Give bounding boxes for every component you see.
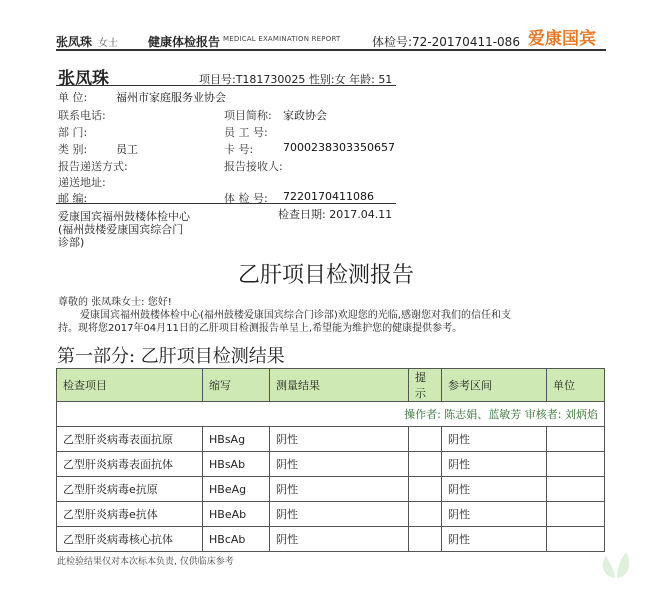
cell-unit [547, 452, 605, 477]
operators-row [57, 402, 605, 427]
value-card-no: 7000238303350657 [283, 141, 395, 154]
col-header-item: 检查项目 [57, 369, 203, 402]
cell-reference: 阴性 [442, 502, 547, 527]
table-row [57, 477, 605, 502]
cell-abbr: HBsAb [203, 452, 270, 477]
table-row [57, 452, 605, 477]
label-project-abbr: 项目简称: [224, 109, 272, 122]
table-row [57, 502, 605, 527]
cell-hint [409, 452, 442, 477]
intro-line-2: 持。现将您2017年04月11日的乙肝项目检测报告单呈上,希望能为维护您的健康提供参考。 [58, 323, 463, 334]
operators-cell [57, 402, 605, 427]
cell-abbr: HBsAg [203, 427, 270, 452]
cell-item: 乙型肝炎病毒核心抗体 [57, 527, 203, 552]
cell-unit [547, 502, 605, 527]
operators-text: 操作者: 陈志娟、蓝敏芳 审核者: 刘炳焰 [404, 408, 598, 421]
cell-hint [409, 477, 442, 502]
table-row [57, 427, 605, 452]
cell-abbr: HBcAb [203, 527, 270, 552]
cell-reference: 阴性 [442, 427, 547, 452]
value-project-abbr: 家政协会 [283, 109, 327, 122]
info-name: 张凤珠 [58, 69, 109, 89]
cell-abbr: HBeAg [203, 477, 270, 502]
greeting: 尊敬的 张凤珠女士: 您好! [58, 297, 172, 308]
intro-line-1: 爱康国宾福州鼓楼体检中心(福州鼓楼爱康国宾综合门诊部)欢迎您的光临,感谢您对我们的信任和支 [80, 310, 511, 321]
cell-abbr: HBeAb [203, 502, 270, 527]
label-employee-no: 员 工 号: [224, 126, 268, 139]
leaf-logo-icon [598, 548, 634, 582]
col-header-reference: 参考区间 [442, 369, 547, 402]
brand-logo: 爱康国宾 [528, 29, 596, 49]
col-header-result: 测量结果 [270, 369, 409, 402]
label-exam-no: 体 检 号: [224, 192, 268, 205]
footer-note: 此检验结果仅对本次标本负责, 仅供临床参考 [57, 557, 234, 567]
cell-item: 乙型肝炎病毒表面抗体 [57, 452, 203, 477]
header-patient-name: 张凤珠 [56, 35, 93, 49]
info-name-divider [56, 85, 396, 86]
table-row [57, 527, 605, 552]
col-header-unit: 单位 [547, 369, 605, 402]
center-name-line1: 爱康国宾福州鼓楼体检中心 [58, 210, 190, 223]
cell-hint [409, 502, 442, 527]
header-exam-no: 体检号:72-20170411-086 [372, 35, 520, 49]
cell-reference: 阴性 [442, 452, 547, 477]
cell-result: 阴性 [270, 502, 409, 527]
label-card-no: 卡 号: [224, 143, 254, 156]
label-delivery-method: 报告递送方式: [58, 160, 128, 173]
value-exam-no: 7220170411086 [283, 190, 374, 203]
center-name-line3: 诊部) [58, 236, 85, 249]
section-title: 第一部分: 乙肝项目检测结果 [57, 346, 285, 367]
results-table [56, 368, 605, 552]
info-project-line: 项目号:T181730025 性别:女 年龄: 51 [199, 73, 393, 86]
value-unit: 福州市家庭服务业协会 [116, 91, 226, 104]
value-category: 员工 [116, 143, 138, 156]
col-header-abbr: 缩写 [203, 369, 270, 402]
table-header-row [57, 369, 605, 402]
report-title: 乙肝项目检测报告 [238, 263, 415, 288]
label-unit: 单 位: [58, 91, 88, 104]
header-divider [56, 49, 606, 51]
center-name-line2: (福州鼓楼爱康国宾综合门 [58, 223, 184, 236]
cell-result: 阴性 [270, 452, 409, 477]
cell-hint [409, 427, 442, 452]
label-receiver: 报告接收人: [224, 160, 283, 173]
report-title-cn: 健康体检报告 [148, 35, 221, 49]
label-department: 部 门: [58, 126, 88, 139]
cell-unit [547, 527, 605, 552]
cell-result: 阴性 [270, 477, 409, 502]
cell-unit [547, 427, 605, 452]
cell-item: 乙型肝炎病毒表面抗原 [57, 427, 203, 452]
cell-item: 乙型肝炎病毒e抗原 [57, 477, 203, 502]
cell-unit [547, 477, 605, 502]
header-honorific: 女士 [98, 38, 118, 49]
label-phone: 联系电话: [58, 109, 106, 122]
cell-result: 阴性 [270, 427, 409, 452]
col-header-hint: 提示 [409, 369, 442, 402]
cell-reference: 阴性 [442, 527, 547, 552]
label-address: 递送地址: [58, 176, 106, 189]
report-title-en: MEDICAL EXAMINATION REPORT [223, 35, 341, 43]
exam-date: 检查日期: 2017.04.11 [278, 208, 393, 221]
cell-result: 阴性 [270, 527, 409, 552]
cell-hint [409, 527, 442, 552]
cell-item: 乙型肝炎病毒e抗体 [57, 502, 203, 527]
info-bottom-divider [56, 203, 396, 204]
cell-reference: 阴性 [442, 477, 547, 502]
label-postcode: 邮 编: [58, 192, 88, 205]
label-category: 类 别: [58, 143, 88, 156]
